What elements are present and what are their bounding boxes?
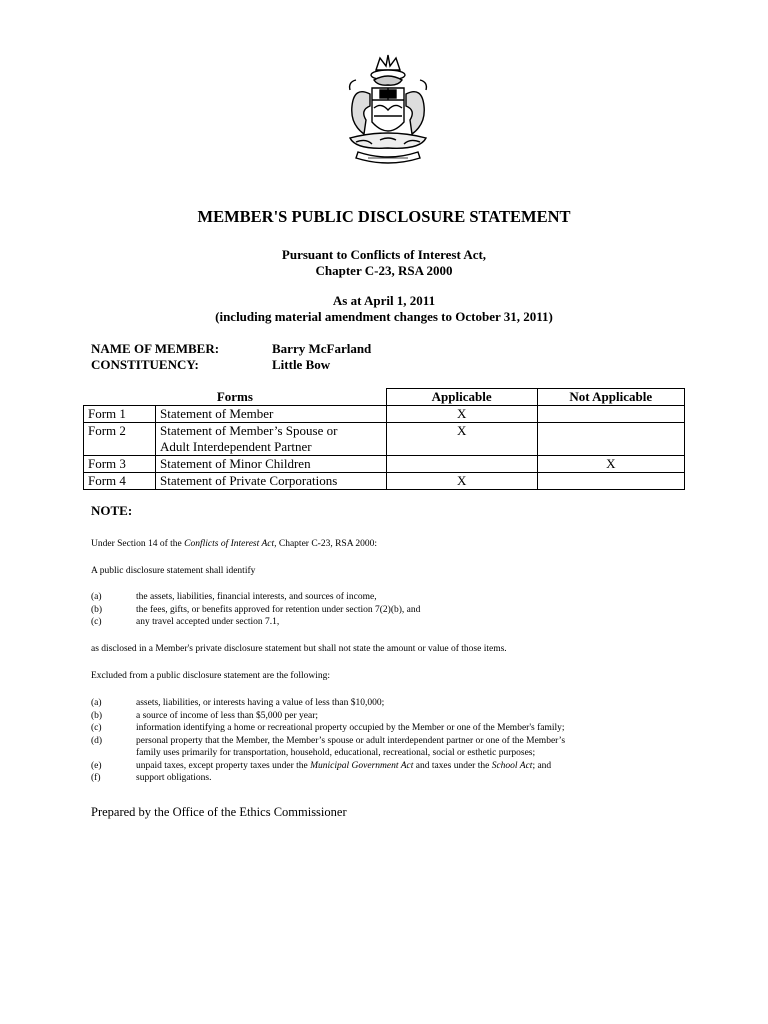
act-line-2: Chapter C-23, RSA 2000 (315, 263, 453, 278)
not-applicable-mark (537, 473, 684, 490)
list-item (91, 722, 565, 735)
item-key: (b) (91, 710, 103, 721)
item-key: (a) (91, 592, 102, 602)
applicable-header: Applicable (386, 389, 537, 406)
list-item (91, 772, 565, 785)
item-text: a source of income of less than $5,000 per year; (136, 710, 319, 721)
item-text: assets, liabilities, or interests having a value of less than $10,000; (136, 698, 385, 708)
item-text (136, 760, 551, 773)
note-intro-act: Conflicts of Interest Act (184, 539, 275, 549)
forms-table-header (84, 389, 685, 406)
note-intro-suffix: , Chapter C-23, RSA 2000: (274, 539, 378, 549)
form-name-line-2: Adult Interdependent Partner (160, 439, 312, 454)
forms-header: Forms (84, 389, 387, 406)
table-row (84, 473, 685, 490)
form-name-line-1: Statement of Member’s Spouse or (160, 423, 338, 438)
item-text: any travel accepted under section 7.1, (136, 617, 280, 627)
coat-of-arms-crest-icon (336, 50, 440, 168)
list-item (91, 735, 565, 760)
item-text: the fees, gifts, or benefits approved for retention under section 7(2)(b), and (136, 604, 421, 615)
item-key: (c) (91, 617, 102, 627)
note-heading: NOTE: (91, 503, 133, 518)
list-item (91, 591, 420, 604)
form-number: Form 4 (84, 473, 156, 490)
item-text: information identifying a home or recreational property occupied by the Member or one of the Member's family; (136, 723, 565, 733)
form-number: Form 1 (84, 406, 156, 423)
table-row (84, 423, 685, 456)
not-applicable-mark (537, 406, 684, 423)
form-number: Form 3 (84, 456, 156, 473)
list-item (91, 697, 565, 710)
member-name-value: Barry McFarland (272, 341, 372, 356)
list-item (91, 604, 420, 617)
form-name: Statement of Minor Children (156, 456, 387, 473)
forms-table (83, 388, 685, 490)
item-act-school: School Act (491, 760, 533, 771)
constituency-value: Little Bow (272, 357, 331, 372)
item-key: (e) (91, 760, 102, 771)
item-text-line-2: family uses primarily for transportation, household, educational, recreational, social or esthetic purposes; (136, 748, 536, 758)
item-text: the assets, liabilities, financial interests, and sources of income, (136, 592, 377, 602)
list-item (91, 760, 565, 773)
prepared-by: Prepared by the Office of the Ethics Commissioner (91, 805, 347, 819)
item-text (136, 735, 565, 760)
act-reference (0, 247, 768, 279)
document-title: MEMBER'S PUBLIC DISCLOSURE STATEMENT (197, 207, 571, 226)
list-item (91, 710, 565, 723)
item-key: (f) (91, 773, 101, 783)
date-line-1: As at April 1, 2011 (332, 293, 436, 308)
form-name: Statement of Private Corporations (156, 473, 387, 490)
shall-identify-text: A public disclosure statement shall identify (91, 566, 256, 576)
item-text-line-1: personal property that the Member, the Member’s spouse or adult interdependent partner or one of the Member’s (136, 735, 566, 746)
item-key: (c) (91, 723, 102, 733)
excluded-list (91, 697, 565, 785)
applicable-mark: X (386, 406, 537, 423)
disclosed-text: as disclosed in a Member's private disclosure statement but shall not state the amount or value of those items. (91, 644, 507, 654)
not-applicable-mark: X (537, 456, 684, 473)
identify-list (91, 591, 420, 629)
form-number: Form 2 (84, 423, 156, 456)
as-at-date (0, 293, 768, 325)
form-name (156, 423, 387, 456)
applicable-mark (386, 456, 537, 473)
item-text: support obligations. (136, 773, 212, 783)
item-key: (d) (91, 735, 103, 746)
item-act-municipal: Municipal Government Act (310, 760, 414, 771)
table-row (84, 456, 685, 473)
applicable-mark: X (386, 473, 537, 490)
table-row (84, 406, 685, 423)
item-text-a: unpaid taxes, except property taxes under the (136, 760, 311, 771)
excluded-intro: Excluded from a public disclosure statement are the following: (91, 671, 331, 681)
not-applicable-mark (537, 423, 684, 456)
not-applicable-header: Not Applicable (537, 389, 684, 406)
act-line-1: Pursuant to Conflicts of Interest Act, (281, 247, 487, 262)
item-key: (b) (91, 604, 103, 615)
date-line-2: (including material amendment changes to October 31, 2011) (215, 309, 553, 324)
constituency-label: CONSTITUENCY: (91, 357, 199, 372)
member-name-label: NAME OF MEMBER: (91, 341, 220, 356)
applicable-mark: X (386, 423, 537, 456)
item-text-c: ; and (532, 760, 552, 771)
note-intro-prefix: Under Section 14 of the (91, 539, 185, 549)
note-intro (91, 538, 377, 551)
item-key: (a) (91, 698, 102, 708)
form-name: Statement of Member (156, 406, 387, 423)
list-item (91, 616, 420, 629)
item-text-b: and taxes under the (413, 760, 492, 771)
